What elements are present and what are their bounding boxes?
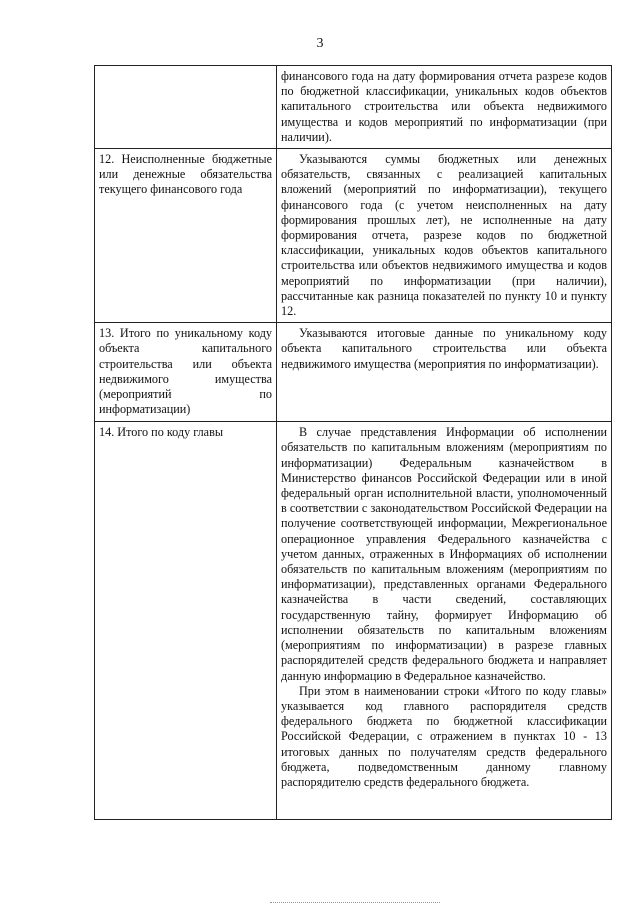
row-description-cell	[277, 149, 612, 323]
description-paragraph: При этом в наименовании строки «Итого по коду главы» указывается код главного распорядителя средств федерального бюджета по бюджетной классификации Российской Федерации, с отражением в пунктах 10 - 13 итоговых данных по получателям средств федерального бюджета, подведомственным данному главному распорядителю средств федерального бюджета.	[281, 683, 607, 789]
page-number: 3	[316, 36, 324, 51]
row-description-cell	[277, 422, 612, 820]
table-row	[95, 422, 612, 820]
table-row	[95, 149, 612, 323]
document-table	[94, 65, 612, 820]
table-row	[95, 66, 612, 149]
row-description-cell	[277, 66, 612, 149]
row-name-cell	[95, 66, 277, 149]
description-paragraph: Указываются суммы бюджетных или денежных обязательств, связанных с реализацией капитальных вложений (мероприятий по информатизации), текущего финансового года (с учетом неисполненных на дату формирования прошлых лет), не исполненные на дату формирования отчета, разрезе кодов по бюджетной классификации, уникальных кодов объектов капитального строительства или объектов недвижимого имущества и кодов мероприятий по информатизации (при наличии), рассчитанные как разница показателей по пункту 10 и пункту 12.	[281, 152, 607, 319]
row-name-cell: 12. Неисполненные бюджетные или денежные обязательства текущего финансового года	[95, 149, 277, 323]
table-row	[95, 323, 612, 422]
description-paragraph: финансового года на дату формирования отчета разрезе кодов по бюджетной классификации, уникальных кодов объектов капитального строительства или объекта недвижимого имущества и кодов мероприятий по информатизации (при наличии).	[281, 69, 607, 144]
row-name-cell: 14. Итого по коду главы	[95, 422, 277, 820]
row-description-cell	[277, 323, 612, 422]
description-paragraph: В случае представления Информации об исполнении обязательств по капитальным вложениям (мероприятиям по информатизации) Федеральным казначейством в Министерство финансов Российской Федерации или в иной федеральный орган исполнительной власти, уполномоченный в соответствии с законодательством Российской Федерации на получение соответствующей информации, Межрегиональное операционное управления Федерального казначейства с учетом данных, отраженных в Информациях об исполнении обязательств по капитальным вложениям (мероприятиям по информатизации), представленных органами Федерального казначейства в части сведений, составляющих государственную тайну, формирует Информацию об исполнении обязательств по капитальным вложениям (мероприятиям по информатизации) в разрезе главных распорядителей средств федерального бюджета и направляет данную информацию в Федеральное казначейство.	[281, 425, 607, 683]
description-paragraph: Указываются итоговые данные по уникальному коду объекта капитального строительства или объекта недвижимого имущества (мероприятия по информатизации).	[281, 326, 607, 371]
row-name-cell: 13. Итого по уникальному коду объекта капитального строительства или объекта недвижимого имущества (мероприятий по информатизации)	[95, 323, 277, 422]
